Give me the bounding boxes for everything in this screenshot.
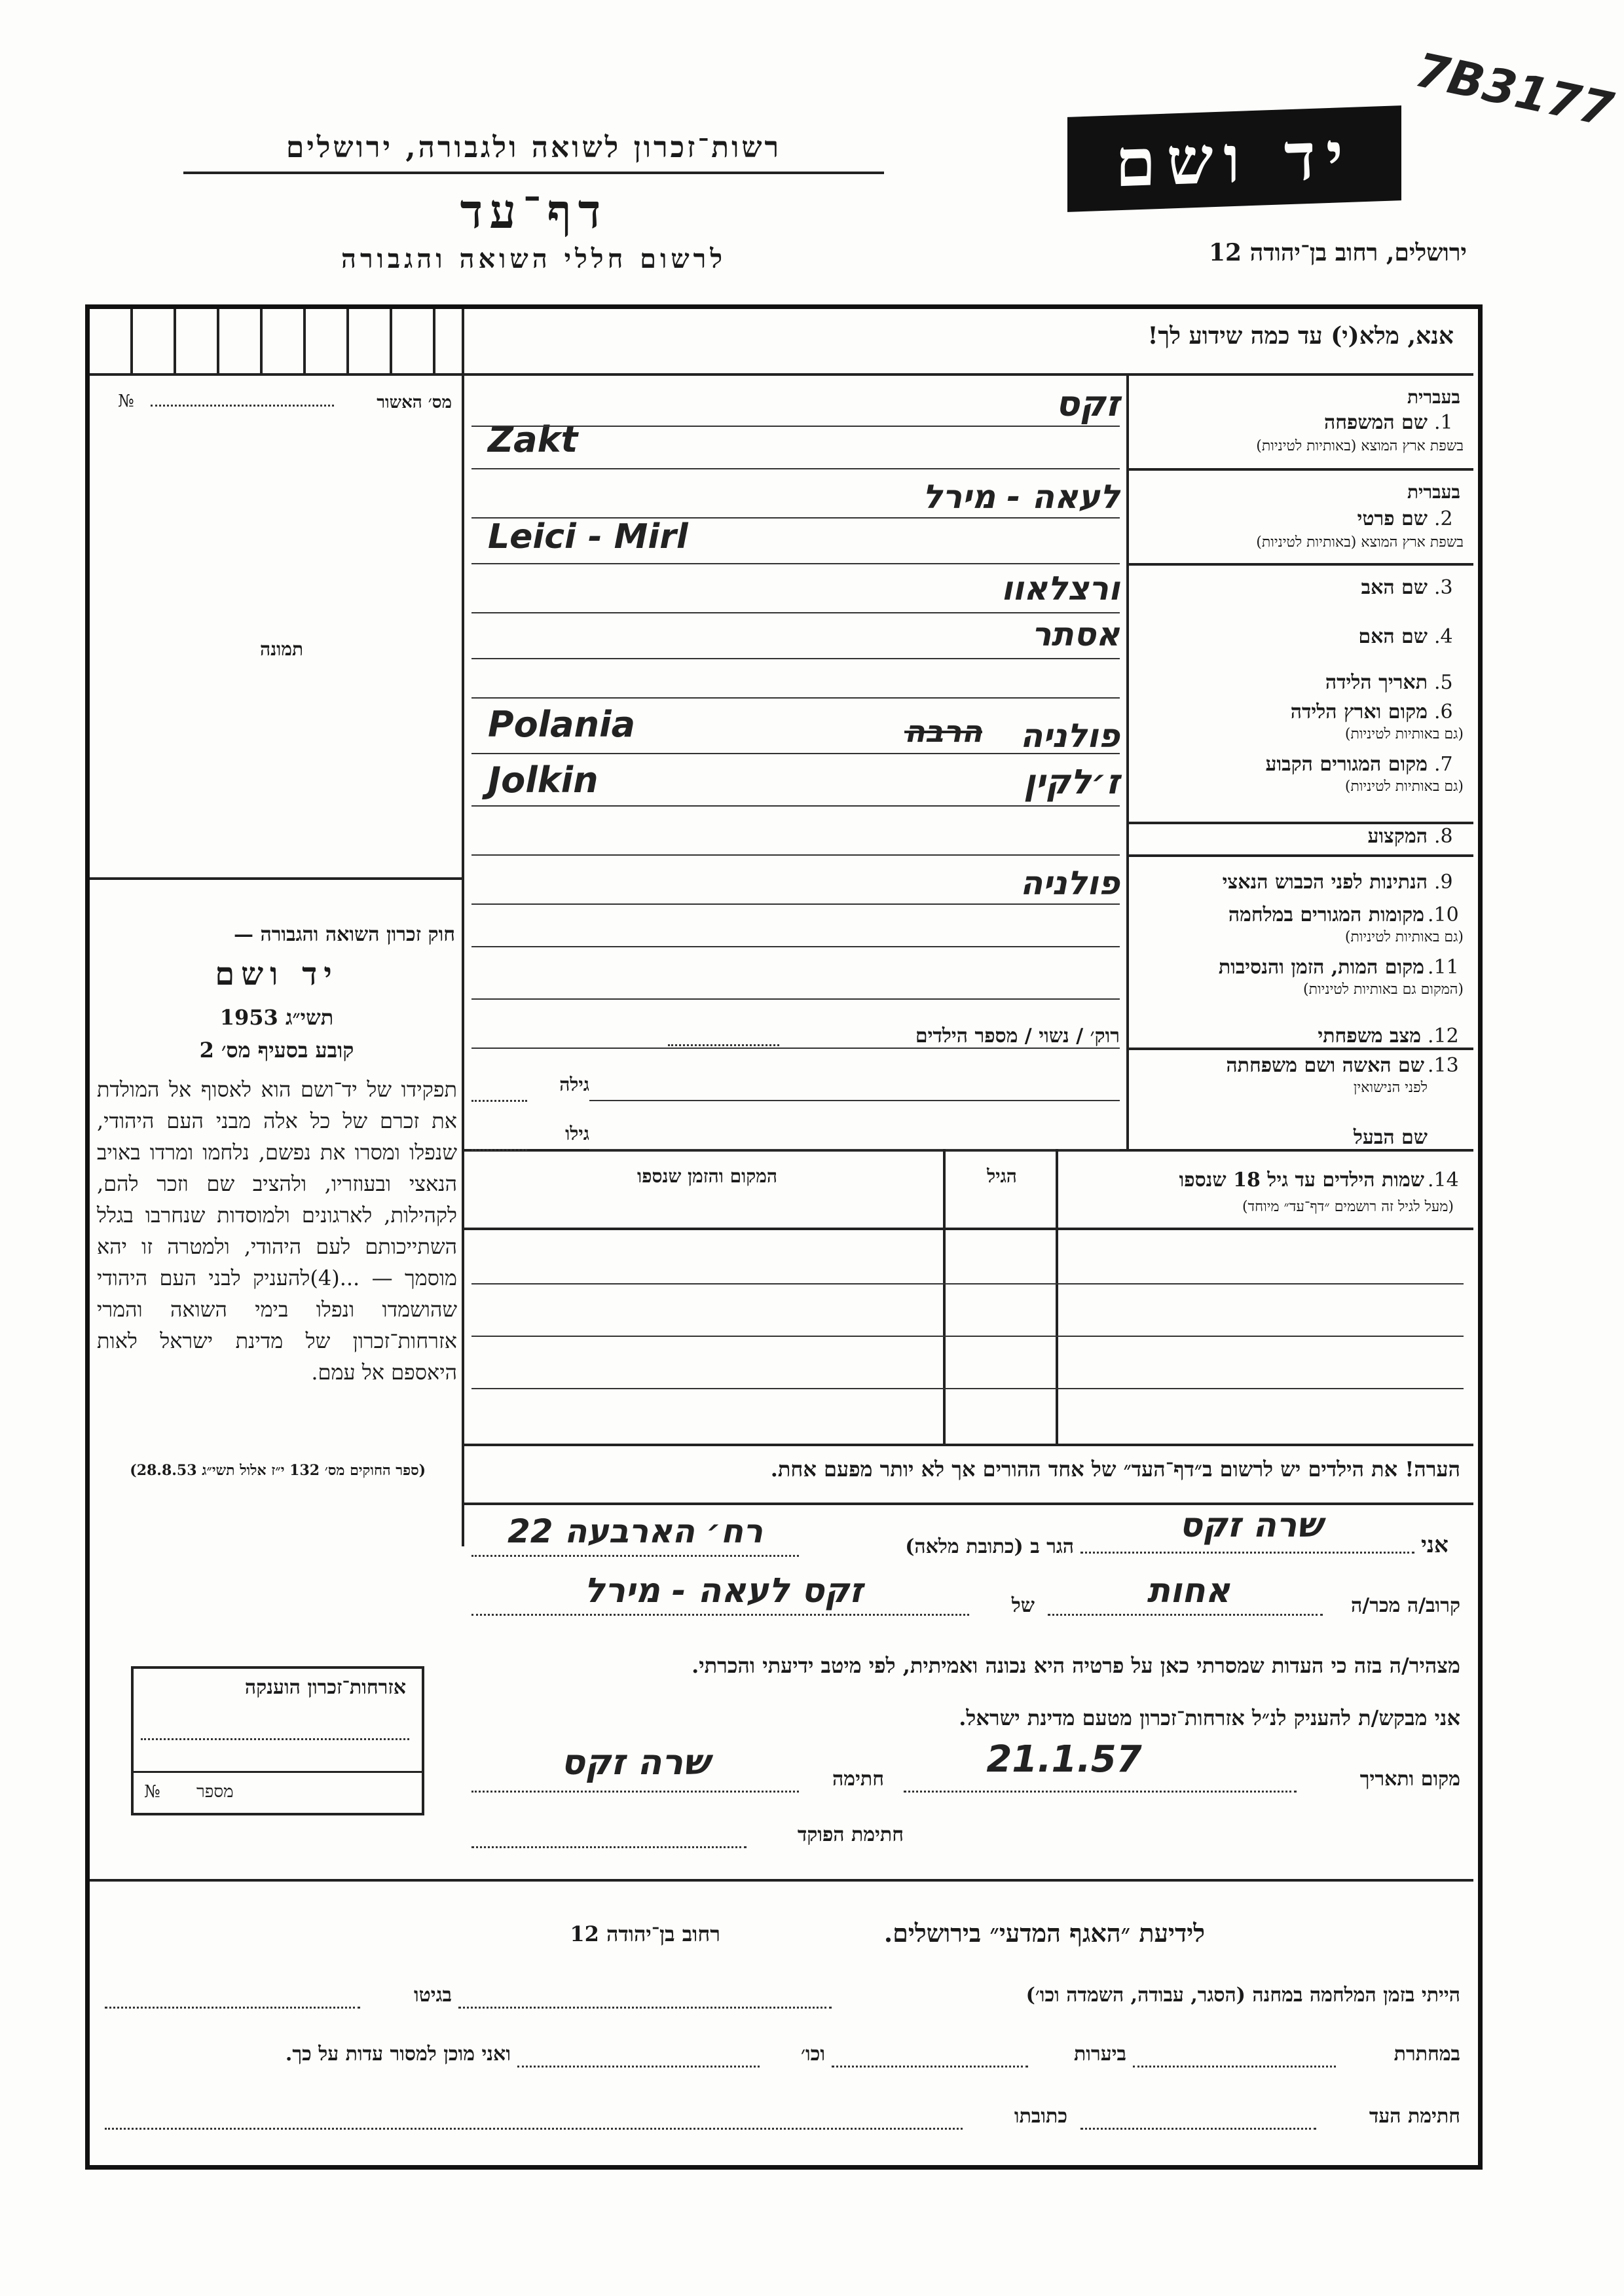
field-13-line[interactable]	[589, 1100, 1120, 1101]
field-9-value[interactable]: פולניה	[1020, 864, 1120, 902]
witness-sig-label: חתימת העד	[1369, 2105, 1460, 2128]
husband-age-label: גילו	[565, 1123, 589, 1144]
field-4-num: 4.	[1434, 625, 1453, 648]
signature-value[interactable]: שרה זקס	[561, 1741, 710, 1783]
husband-age-field[interactable]	[471, 1149, 527, 1151]
resides-value[interactable]: רח׳ הארבעה 22	[507, 1512, 764, 1550]
citizenship-no-symbol: №	[144, 1782, 160, 1802]
field-6-value-lat[interactable]: Polania	[488, 704, 636, 745]
witness-sig-field[interactable]	[1080, 2128, 1316, 2130]
field-1-line-lat	[471, 468, 1120, 469]
children-row-2[interactable]	[471, 1336, 1464, 1337]
field-10-line-1[interactable]	[471, 946, 1120, 947]
field-3-num: 3.	[1434, 576, 1453, 599]
field-2-value-lat[interactable]: Leici - Mirl	[488, 517, 688, 556]
field-7-num: 7.	[1434, 753, 1453, 776]
bottom-line1-text: הייתי בזמן המלחמה במחנה (הסגר, עבודה, השמדה וכו׳)	[1025, 1984, 1460, 2007]
ani-line	[1080, 1552, 1414, 1554]
photo-label: תמונה	[259, 638, 304, 660]
etc-label: וכו׳	[801, 2043, 825, 2066]
camp-field[interactable]	[458, 2007, 832, 2009]
field-2-line-heb	[471, 517, 1120, 519]
field-6-num: 6.	[1434, 701, 1453, 723]
ready-text: ואני מוכן למסור עדות על כך.	[285, 2043, 511, 2066]
field-12-num: 12.	[1428, 1025, 1459, 1048]
ghetto-field[interactable]	[105, 2007, 360, 2009]
witness-address-label: כתובתו	[1014, 2105, 1067, 2128]
husband-label: שם הבעל	[1353, 1126, 1428, 1149]
field-6-value-struck: הרבה	[904, 714, 982, 749]
field-10-label: מקומות המגורים במלחמה	[1228, 903, 1424, 926]
children-bottom-line	[462, 1444, 1473, 1446]
field-1-heb-tag: בעברית	[1407, 386, 1460, 408]
form-subtitle: לרשום חללי השואה והגבורה	[341, 244, 727, 274]
ani-value[interactable]: שרה זקס	[1179, 1506, 1323, 1545]
law-section: קובע בסעיף מס׳ 2	[199, 1038, 354, 1063]
approval-no-field[interactable]	[151, 405, 334, 407]
field-9-num: 9.	[1434, 871, 1453, 894]
field-6-sub: (גם באותיות לטיניות)	[1344, 726, 1464, 742]
approval-no-label: מס׳ האשור	[377, 393, 452, 412]
resides-line	[471, 1555, 799, 1557]
field-2-line-lat	[471, 563, 1120, 564]
ani-label: אני	[1421, 1532, 1449, 1558]
law-title: חוק זכרון השואה והגבורה —	[234, 923, 455, 946]
grid-top-line	[462, 373, 1473, 376]
field-11-num: 11.	[1428, 956, 1459, 979]
of-label: של	[1011, 1594, 1035, 1617]
relative-value[interactable]: אחות	[1147, 1571, 1230, 1611]
left-top-tick-strip	[90, 309, 462, 373]
of-line	[471, 1614, 969, 1616]
citizenship-no-label: מספר	[196, 1782, 234, 1802]
underground-label: במחתרת	[1393, 2043, 1460, 2066]
etc-field[interactable]	[517, 2066, 760, 2068]
request-line: אנא, מלא(י) עד כמה שידוע לך!	[1147, 322, 1454, 350]
field-12-label: מצב משפחתי	[1318, 1025, 1421, 1048]
citizenship-line-1[interactable]	[141, 1738, 409, 1740]
bottom-title: לידיעת ״האגף המדעי״ בירושלים.	[883, 1918, 1205, 1948]
field-3-value[interactable]: ורצלאוו	[1001, 570, 1120, 608]
forests-label: ביערות	[1073, 2043, 1126, 2066]
row-line-2	[1126, 563, 1473, 566]
field-8-num: 8.	[1434, 825, 1453, 848]
field-3-line	[471, 612, 1120, 613]
children-row-1[interactable]	[471, 1283, 1464, 1285]
field-5-num: 5.	[1434, 671, 1453, 694]
field-2-label: שם פרטי	[1357, 507, 1428, 530]
children-col-div-1	[1056, 1149, 1058, 1444]
yad-vashem-logo: יד ושם	[1067, 105, 1401, 212]
field-11-label: מקום המות, הזמן והנסיבות	[1218, 956, 1424, 979]
field-5-line[interactable]	[471, 697, 1120, 699]
authority-line: רשות־זכרון לשואה ולגבורה, ירושלים	[286, 131, 782, 164]
field-2-value-heb[interactable]: לעאה - מירל	[922, 478, 1120, 516]
husband-line[interactable]	[589, 1149, 1120, 1150]
field-4-label: שם האם	[1358, 625, 1428, 648]
field-11-line[interactable]	[471, 1048, 1120, 1049]
law-name: יד ושם	[215, 956, 339, 993]
col-age-header: הגיל	[987, 1165, 1017, 1187]
row-line-1	[1126, 468, 1473, 471]
law-reference: (ספר החוקים מס׳ 132 י״ז אלול תשי״ג 28.8.53)	[130, 1462, 426, 1479]
citizenship-box-title: אזרחות־זכרון הוענקה	[244, 1676, 406, 1699]
field-1-value-lat[interactable]: Zakt	[488, 419, 578, 460]
field-7-value-heb[interactable]: ז׳לקין	[1024, 763, 1120, 802]
field-4-value[interactable]: אסתר	[1031, 615, 1120, 653]
field-10-line-2[interactable]	[471, 998, 1120, 1000]
field-5-label: תאריך הלידה	[1325, 671, 1428, 694]
forests-field[interactable]	[832, 2066, 1028, 2068]
address: ירושלים, רחוב בן־יהודה 12	[1208, 239, 1467, 266]
signature-label: חתימה	[832, 1768, 884, 1791]
place-date-value[interactable]: 21.1.57	[986, 1738, 1142, 1781]
field-7-value-lat[interactable]: Jolkin	[488, 759, 599, 801]
row-line-4	[1126, 854, 1473, 857]
field-7-label: מקום המגורים הקבוע	[1265, 753, 1428, 776]
field-7-sub: (גם באותיות לטיניות)	[1344, 778, 1464, 795]
underground-field[interactable]	[1133, 2066, 1336, 2068]
field-12-line[interactable]	[668, 1044, 779, 1046]
field-13-label: שם האשה ושם משפחתה	[1226, 1054, 1424, 1077]
field-2-heb-tag: בעברית	[1407, 481, 1460, 503]
field-8-line[interactable]	[471, 854, 1120, 856]
field-3-label: שם האב	[1361, 576, 1428, 599]
left-top-strip-line	[90, 373, 462, 376]
field-13-age-label: גילה	[559, 1074, 589, 1095]
field-9-line	[471, 903, 1120, 905]
field-12-value[interactable]: רוק׳ / נשוי / מספר הילדים	[915, 1025, 1120, 1048]
field-1-value-heb[interactable]: זקס	[1055, 383, 1120, 424]
label-column-divider	[1126, 373, 1129, 1149]
field-10-sub: (גם באותיות לטיניות)	[1344, 929, 1464, 945]
officer-label: חתימת הפוקד	[797, 1823, 904, 1846]
field-9-label: הנתינות לפני הכבוש הנאצי	[1222, 871, 1428, 894]
request-text: אני מבקש/ת להעניק לנ״ל אזרחות־זכרון מטעם מדינת ישראל.	[959, 1705, 1460, 1730]
field-1-num: 1.	[1434, 411, 1453, 434]
form-title: דף־עד	[460, 183, 608, 239]
photo-bottom-line	[90, 877, 462, 880]
field-10-num: 10.	[1428, 903, 1459, 926]
field-11-sub: (המקום גם באותיות לטיניות)	[1303, 981, 1464, 998]
row-line-3	[1126, 822, 1473, 824]
bottom-section-line	[90, 1879, 1473, 1882]
field-13-num: 13.	[1428, 1054, 1459, 1077]
field-14-num: 14.	[1428, 1169, 1459, 1192]
field-8-label: המקצוע	[1367, 825, 1428, 848]
authority-underline	[183, 172, 884, 174]
field-14-sub: (מעל לגיל זה רושמים ״דף־עד״ מיוחד)	[1242, 1199, 1454, 1215]
field-1-label: שם המשפחה	[1323, 411, 1428, 434]
field-1-sub: בשפת ארץ המוצא (באותיות לטיניות)	[1256, 438, 1464, 454]
ghetto-label: בגיטו	[413, 1984, 452, 2007]
field-6-label: מקום וארץ הלידה	[1290, 701, 1428, 723]
signature-line	[471, 1791, 799, 1793]
place-date-label: מקום ותאריך	[1359, 1768, 1460, 1791]
witness-address-field[interactable]	[105, 2128, 963, 2130]
resides-label: הגר ב (כתובת מלאה)	[905, 1535, 1074, 1558]
law-body: תפקידו של יד־ושם הוא לאסוף אל המולדת את זכרם של כל אלה מבני העם היהודי, שנפלו ומסרו את נפשם, נלחמו ומרדו באויב הנאצי ובעוזריו, ולהציב שם וזכר להם, לקהילות, לארגונים ולמוסדות שנחרבו בגלל השתייכותם לעם היהודי, ולמטרה זו יהא מוסמך — ...(4)להעניק לבני העם היהודי שהושמדו ונפלו בימי השואה והמרי אזרחות־זכרון של מדינת ישראל לאות היאספם אל עמם.	[97, 1077, 458, 1385]
bottom-title-address: רחוב בן־יהודה 12	[570, 1922, 720, 1946]
approval-no-symbol: №	[118, 392, 134, 411]
relative-line	[1048, 1614, 1323, 1616]
children-row-3[interactable]	[471, 1388, 1464, 1389]
field-13-age-field[interactable]	[471, 1100, 527, 1102]
law-year: תשי״ג 1953	[219, 1005, 334, 1030]
row-line-5	[1126, 1048, 1473, 1050]
field-13-sub: לפני הנישואין	[1353, 1080, 1428, 1096]
archive-number: 7B3177	[1411, 42, 1618, 137]
field-14-label: שמות הילדים עד גיל 18 שנספו	[1179, 1169, 1424, 1192]
declare-text: מצהיר/ה בזה כי העדות שמסרתי כאן על פרטיה היא נכונה ואמיתית, לפי מיטב ידיעתי והכרתי.	[692, 1653, 1460, 1678]
citizenship-divider	[131, 1771, 424, 1773]
note-text: הערה! את הילדים יש לרשום ב״דף־העד״ של אחד ההורים אך לא יותר מפעם אחת.	[770, 1457, 1460, 1482]
officer-line[interactable]	[471, 1846, 747, 1848]
field-6-value-heb[interactable]: פולניה	[1020, 717, 1120, 755]
field-1-line-heb	[471, 426, 1120, 427]
field-4-line	[471, 658, 1120, 659]
note-bottom-line	[462, 1503, 1473, 1505]
children-col-div-2	[943, 1149, 946, 1444]
place-date-line	[904, 1791, 1297, 1793]
children-header-line	[462, 1228, 1473, 1230]
field-6-line	[471, 753, 1120, 754]
field-2-num: 2.	[1434, 507, 1453, 530]
field-7-line	[471, 805, 1120, 807]
field-2-sub: בשפת ארץ המוצא (באותיות לטיניות)	[1256, 534, 1464, 551]
relative-label: קרוב/ה מכר/ה	[1351, 1594, 1460, 1617]
of-value[interactable]: זקס לעאה - מירל	[584, 1571, 863, 1611]
col-place-header: המקום והזמן שנספו	[637, 1165, 777, 1187]
left-panel-divider	[462, 309, 464, 1546]
